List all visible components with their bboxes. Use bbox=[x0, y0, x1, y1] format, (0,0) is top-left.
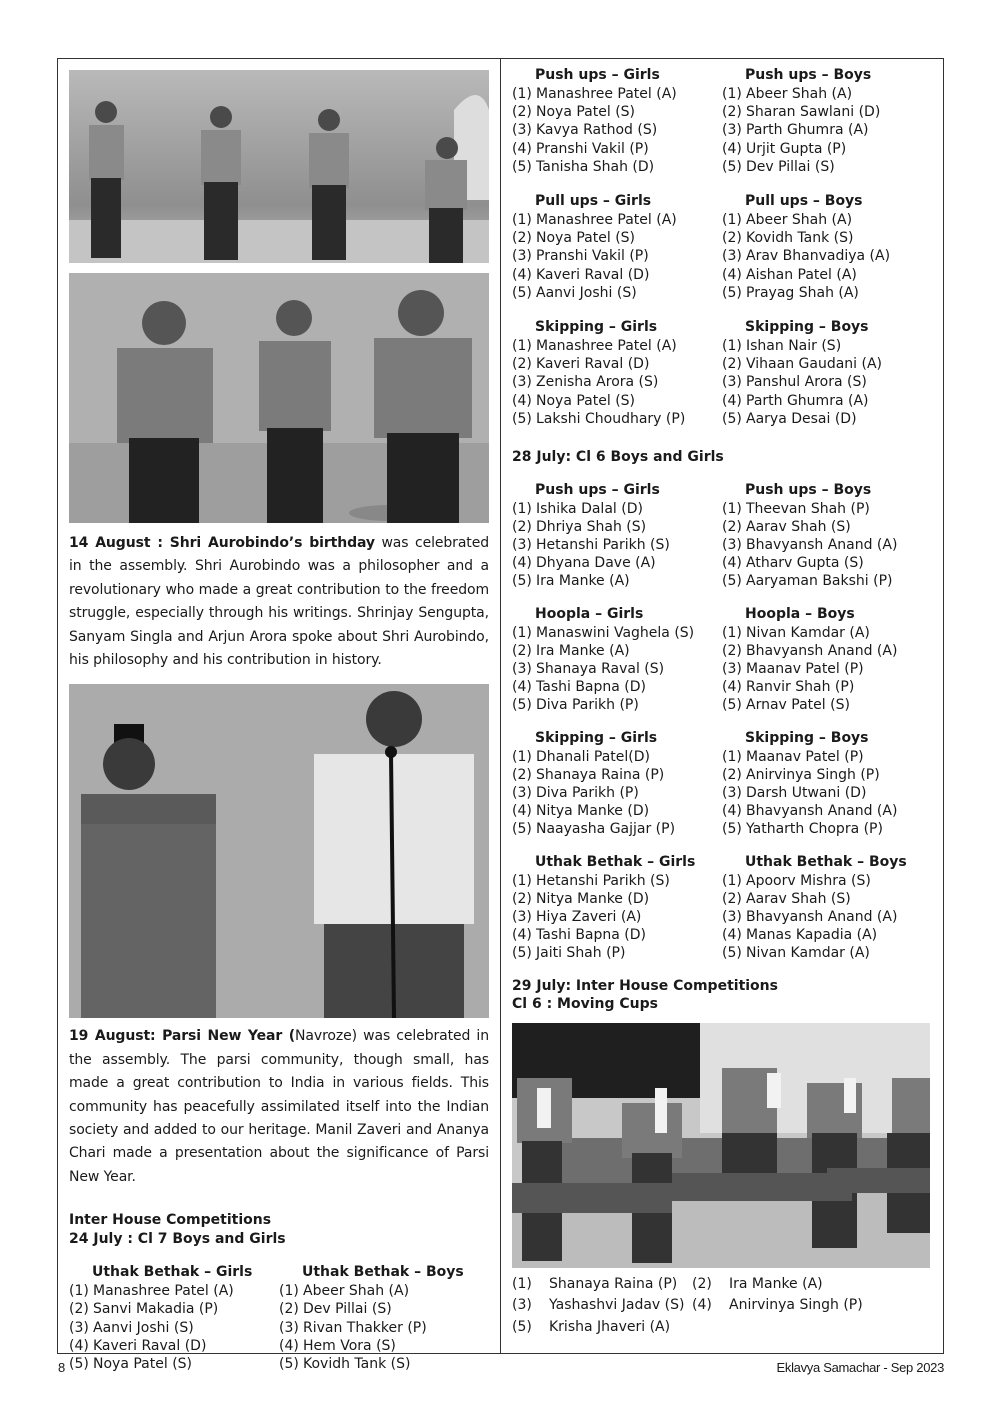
list-item: (3) Maanav Patel (P) bbox=[722, 660, 864, 677]
list-item: (2) Aarav Shah (S) bbox=[722, 518, 851, 535]
list-title: Uthak Bethak – Boys bbox=[302, 1264, 464, 1281]
skipping-boys-list bbox=[722, 729, 932, 839]
results-group bbox=[512, 729, 932, 839]
list-item: (2) Dev Pillai (S) bbox=[279, 1301, 392, 1318]
list-item: (3) Panshul Arora (S) bbox=[722, 374, 867, 391]
list-title: Skipping – Boys bbox=[745, 729, 869, 746]
results-group bbox=[512, 853, 932, 963]
list-item: (1) Manaswini Vaghela (S) bbox=[512, 624, 695, 641]
list-item: (4) Bhavyansh Anand (A) bbox=[722, 803, 898, 820]
list-item: (2) Noya Patel (S) bbox=[512, 230, 635, 247]
moving-cups-heading-2: Cl 6 : Moving Cups bbox=[512, 996, 658, 1013]
results-group bbox=[512, 66, 932, 176]
list-item: (1) Manashree Patel (A) bbox=[69, 1283, 234, 1300]
push-ups-girls-list bbox=[512, 66, 722, 176]
page-number: 8 bbox=[58, 1360, 66, 1375]
list-item: (1) Hetanshi Parikh (S) bbox=[512, 872, 670, 889]
list-title: Push ups – Boys bbox=[745, 481, 872, 498]
list-item: (5) Prayag Shah (A) bbox=[722, 284, 859, 301]
hoopla-girls-list bbox=[512, 605, 722, 715]
moving-cups-row bbox=[512, 1317, 932, 1339]
list-item: (3) Bhavyansh Anand (A) bbox=[722, 536, 898, 553]
list-item: (4) Urjit Gupta (P) bbox=[722, 140, 847, 157]
list-item: (3) Rivan Thakker (P) bbox=[279, 1319, 427, 1336]
list-item: (2) Anirvinya Singh (P) bbox=[722, 766, 880, 783]
list-item: (4) Kaveri Raval (D) bbox=[512, 266, 650, 283]
list-item: (3) Yashashvi Jadav (S) bbox=[512, 1297, 685, 1314]
list-item: (2) Dhriya Shah (S) bbox=[512, 518, 647, 535]
list-item: (3) Diva Parikh (P) bbox=[512, 784, 639, 801]
cl6-heading: 28 July: Cl 6 Boys and Girls bbox=[512, 449, 724, 466]
results-group bbox=[512, 481, 932, 591]
push-ups-girls-list bbox=[512, 481, 722, 591]
list-item: (5) Kovidh Tank (S) bbox=[279, 1356, 411, 1373]
skipping-girls-list bbox=[512, 318, 722, 428]
list-item: (4) Parth Ghumra (A) bbox=[722, 392, 869, 409]
photo-parsi-new-year bbox=[69, 684, 489, 1018]
results-group bbox=[512, 318, 932, 428]
list-item: (2) Noya Patel (S) bbox=[512, 104, 635, 121]
uthak-bethak-girls-list bbox=[512, 853, 722, 963]
list-item: (4) Aishan Patel (A) bbox=[722, 266, 857, 283]
list-item: (4) Dhyana Dave (A) bbox=[512, 555, 656, 572]
moving-cups-results bbox=[512, 1274, 932, 1339]
list-item: (1) Shanaya Raina (P) bbox=[512, 1275, 678, 1292]
list-item: (1) Dhanali Patel(D) bbox=[512, 748, 651, 765]
results-group bbox=[512, 605, 932, 715]
skipping-boys-list bbox=[722, 318, 932, 428]
list-item: (5) Diva Parikh (P) bbox=[512, 697, 639, 714]
column-divider bbox=[500, 58, 501, 1354]
list-item: (3) Parth Ghumra (A) bbox=[722, 122, 869, 139]
list-item: (4) Noya Patel (S) bbox=[512, 392, 635, 409]
list-item: (3) Pranshi Vakil (P) bbox=[512, 248, 649, 265]
aurobindo-heading: 14 August : Shri Aurobindo’s birthday bbox=[69, 535, 375, 551]
results-group bbox=[512, 192, 932, 302]
pull-ups-boys-list bbox=[722, 192, 932, 302]
list-item: (4) Nitya Manke (D) bbox=[512, 803, 650, 820]
list-item: (1) Abeer Shah (A) bbox=[722, 86, 853, 102]
list-item: (2) Ira Manke (A) bbox=[512, 642, 630, 659]
left-column bbox=[69, 70, 489, 1373]
list-item: (2) Kaveri Raval (D) bbox=[512, 356, 650, 373]
list-item: (4) Tashi Bapna (D) bbox=[512, 927, 646, 944]
list-item: (2) Sanvi Makadia (P) bbox=[69, 1301, 219, 1318]
list-title: Uthak Bethak – Girls bbox=[535, 853, 696, 870]
hoopla-boys-list bbox=[722, 605, 932, 715]
inter-house-heading: Inter House Competitions bbox=[69, 1212, 272, 1229]
uthak-bethak-boys-list bbox=[279, 1263, 489, 1373]
list-title: Hoopla – Boys bbox=[745, 605, 855, 622]
list-item: (4) Ranvir Shah (P) bbox=[722, 679, 855, 696]
list-item: (3) Zenisha Arora (S) bbox=[512, 374, 659, 391]
photo-three-boys bbox=[69, 273, 489, 523]
list-item: (5) Naayasha Gajjar (P) bbox=[512, 821, 676, 838]
list-item: (2) Sharan Sawlani (D) bbox=[722, 104, 881, 121]
list-item: (5) Lakshi Choudhary (P) bbox=[512, 410, 686, 427]
pull-ups-girls-list bbox=[512, 192, 722, 302]
cl7-uthak-bethak-lists bbox=[69, 1263, 489, 1373]
list-item: (1) Abeer Shah (A) bbox=[722, 212, 853, 229]
list-item: (5) Krisha Jhaveri (A) bbox=[512, 1318, 671, 1335]
list-item: (3) Aanvi Joshi (S) bbox=[69, 1319, 194, 1336]
list-item: (5) Arnav Patel (S) bbox=[722, 697, 850, 714]
list-item: (3) Arav Bhanvadiya (A) bbox=[722, 248, 891, 265]
moving-cups-row bbox=[512, 1274, 932, 1296]
list-item: (5) Dev Pillai (S) bbox=[722, 158, 835, 175]
list-title: Hoopla – Girls bbox=[535, 605, 644, 622]
uthak-bethak-girls-list bbox=[69, 1263, 279, 1373]
list-title: Push ups – Girls bbox=[535, 67, 660, 83]
list-item: (1) Manashree Patel (A) bbox=[512, 338, 677, 355]
list-item: (5) Ira Manke (A) bbox=[512, 573, 630, 590]
list-item: (1) Apoorv Mishra (S) bbox=[722, 872, 871, 889]
list-item: (5) Aarya Desai (D) bbox=[722, 410, 857, 427]
list-item: (4) Manas Kapadia (A) bbox=[722, 927, 878, 944]
list-item: (1) Ishan Nair (S) bbox=[722, 338, 842, 355]
list-item: (4) Kaveri Raval (D) bbox=[69, 1337, 207, 1354]
list-title: Skipping – Boys bbox=[745, 319, 869, 336]
list-item: (3) Darsh Utwani (D) bbox=[722, 784, 867, 801]
list-item: (1) Theevan Shah (P) bbox=[722, 500, 870, 517]
list-title: Push ups – Boys bbox=[745, 67, 872, 83]
right-column bbox=[512, 66, 932, 1338]
list-item: (1) Nivan Kamdar (A) bbox=[722, 624, 870, 641]
list-item: (2) Kovidh Tank (S) bbox=[722, 230, 854, 247]
list-item: (2) Ira Manke (A) bbox=[692, 1275, 823, 1292]
list-item: (2) Aarav Shah (S) bbox=[722, 890, 851, 907]
list-item: (4) Tashi Bapna (D) bbox=[512, 679, 646, 696]
list-item: (5) Noya Patel (S) bbox=[69, 1356, 192, 1373]
moving-cups-heading-1: 29 July: Inter House Competitions bbox=[512, 977, 778, 994]
push-ups-boys-list bbox=[722, 66, 932, 176]
moving-cups-row bbox=[512, 1295, 932, 1317]
list-title: Push ups – Girls bbox=[535, 481, 660, 498]
cl7-heading: 24 July : Cl 7 Boys and Girls bbox=[69, 1230, 286, 1247]
skipping-girls-list bbox=[512, 729, 722, 839]
list-item: (4) Pranshi Vakil (P) bbox=[512, 140, 649, 157]
list-item: (1) Ishika Dalal (D) bbox=[512, 500, 643, 517]
list-item: (3) Hetanshi Parikh (S) bbox=[512, 536, 670, 553]
list-item: (4) Anirvinya Singh (P) bbox=[692, 1297, 863, 1314]
photo-moving-cups bbox=[512, 1023, 930, 1268]
list-item: (3) Bhavyansh Anand (A) bbox=[722, 909, 898, 925]
publication-footer: Eklavya Samachar - Sep 2023 bbox=[776, 1360, 944, 1375]
list-item: (1) Manashree Patel (A) bbox=[512, 86, 677, 102]
list-item: (5) Nivan Kamdar (A) bbox=[722, 945, 870, 962]
list-item: (3) Kavya Rathod (S) bbox=[512, 122, 658, 139]
list-item: (1) Maanav Patel (P) bbox=[722, 748, 864, 765]
list-item: (5) Aaryaman Bakshi (P) bbox=[722, 573, 893, 590]
photo-four-students bbox=[69, 70, 489, 263]
list-item: (3) Hiya Zaveri (A) bbox=[512, 909, 642, 925]
list-item: (5) Yatharth Chopra (P) bbox=[722, 821, 883, 838]
list-item: (2) Vihaan Gaudani (A) bbox=[722, 356, 882, 373]
list-title: Pull ups – Boys bbox=[745, 193, 863, 210]
list-item: (1) Manashree Patel (A) bbox=[512, 212, 677, 229]
parsi-heading: 19 August: Parsi New Year ( bbox=[69, 1028, 296, 1045]
uthak-bethak-boys-list bbox=[722, 853, 932, 963]
list-item: (2) Bhavyansh Anand (A) bbox=[722, 642, 898, 659]
list-item: (5) Aanvi Joshi (S) bbox=[512, 284, 637, 301]
list-item: (3) Shanaya Raval (S) bbox=[512, 660, 665, 677]
cl7-results-groups bbox=[512, 66, 932, 428]
list-title: Skipping – Girls bbox=[535, 729, 658, 746]
push-ups-boys-list bbox=[722, 481, 932, 591]
list-title: Pull ups – Girls bbox=[535, 193, 652, 210]
list-item: (4) Hem Vora (S) bbox=[279, 1337, 396, 1354]
aurobindo-text: was celebrated in the assembly. Shri Aurobindo was a philosopher and a revolutionary who made a great contribution to the freedom struggle, especially through his writings. Shrinjay Sengupta, Sanyam Singla and Arjun Arora spoke about Shri Aurobindo, his philosophy and his contribution in history. bbox=[69, 535, 489, 669]
aurobindo-paragraph bbox=[69, 532, 489, 672]
list-item: (1) Abeer Shah (A) bbox=[279, 1283, 410, 1300]
parsi-text: Navroze) was celebrated in the assembly. The parsi community, though small, has made a great contribution to India in various fields. This community has peacefully assimilated itself into the Indian society and added to our heritage. Manil Zaveri and Ananya Chari made a presentation about the significance of Parsi New Year. bbox=[69, 1028, 489, 1185]
list-title: Uthak Bethak – Boys bbox=[745, 853, 907, 870]
parsi-paragraph bbox=[69, 1025, 489, 1189]
list-item: (2) Nitya Manke (D) bbox=[512, 890, 650, 907]
cl6-results-groups bbox=[512, 481, 932, 963]
list-item: (5) Jaiti Shah (P) bbox=[512, 945, 626, 962]
list-item: (4) Atharv Gupta (S) bbox=[722, 555, 864, 572]
list-title: Skipping – Girls bbox=[535, 319, 658, 336]
list-item: (5) Tanisha Shah (D) bbox=[512, 158, 655, 175]
list-item: (2) Shanaya Raina (P) bbox=[512, 766, 665, 783]
list-title: Uthak Bethak – Girls bbox=[92, 1264, 253, 1281]
